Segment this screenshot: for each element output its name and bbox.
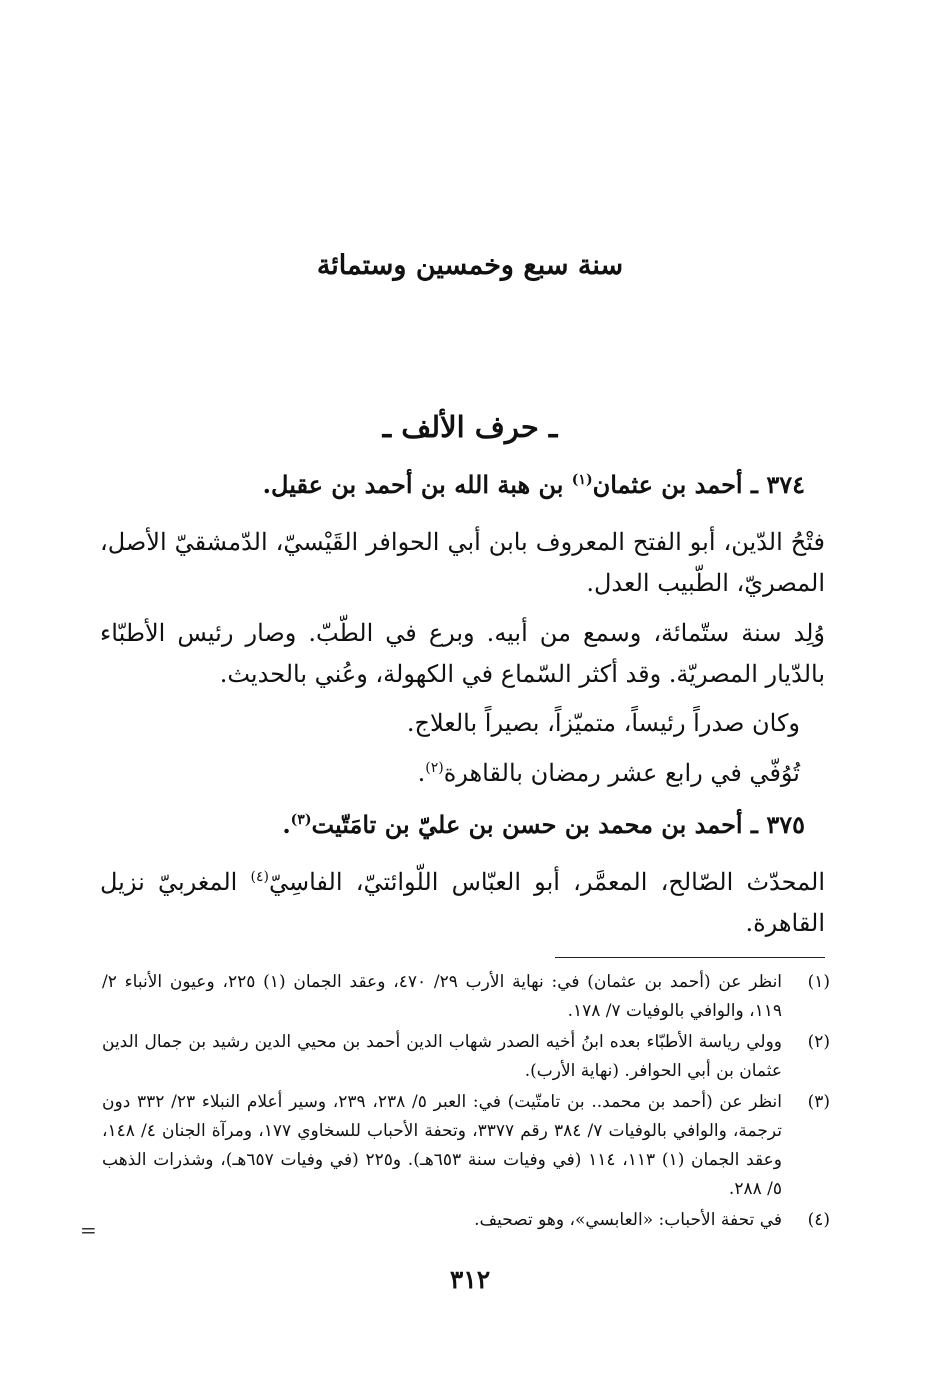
footnote-ref-1: (١) bbox=[571, 472, 593, 488]
page-number: ٣١٢ bbox=[449, 1265, 491, 1294]
footnote-number: (١) bbox=[807, 972, 830, 992]
entry-375-text-end: المغربيّ نزيل القاهرة. bbox=[100, 868, 825, 937]
section-heading: ـ حرف الألف ـ bbox=[382, 410, 558, 444]
entry-374-heading bbox=[100, 470, 805, 499]
footnotes bbox=[102, 968, 830, 1237]
entry-374-paragraph-3: وكان صدراً رئيساً، متميّزاً، بصيراً بالعلاج. bbox=[406, 709, 800, 737]
footnote-ref-3: (٣) bbox=[290, 812, 312, 828]
footnote-4 bbox=[102, 1206, 830, 1235]
entry-374-paragraph-4 bbox=[100, 753, 800, 794]
footnote-divider bbox=[555, 957, 825, 958]
death-date-text: تُوُفّي في رابع عشر رمضان بالقاهرة bbox=[443, 759, 800, 787]
entry-375-text: المحدّث الصّالح، المعمَّر، أبو العبّاس اللّوائتيّ، الفاسِيّ bbox=[268, 868, 825, 896]
footnote-number: (٣) bbox=[807, 1092, 830, 1112]
footnote-text: وولي رياسة الأطبّاء بعده ابنُ أخيه الصدر شهاب الدين أحمد بن محيي الدين رشيد بن جمال الدين عثمان بن أبي الحوافر. (نهاية الأرب). bbox=[102, 1032, 782, 1081]
footnote-number: (٤) bbox=[807, 1210, 830, 1230]
footnote-ref-2: (٢) bbox=[425, 760, 444, 776]
entry-374-paragraph-1: فتْحُ الدّين، أبو الفتح المعروف بابن أبي الحوافر القَيْسيّ، الدّمشقيّ الأصل، المصريّ، الطّبيب العدل. bbox=[100, 528, 825, 597]
footnote-text: انظر عن (أحمد بن عثمان) في: نهاية الأرب ٢٩/ ٤٧٠، وعقد الجمان (١) ٢٢٥، وعيون الأنباء ٢/ ١١٩، والوافي بالوفيات ٧/ ١٧٨. bbox=[102, 972, 783, 1021]
footnote-1 bbox=[102, 968, 830, 1026]
footnote-number: (٢) bbox=[807, 1032, 830, 1052]
entry-375-heading bbox=[100, 810, 805, 839]
entry-375-heading-text: ٣٧٥ ـ أحمد بن محمد بن حسن بن عليّ بن تامَتّيت bbox=[311, 810, 805, 839]
footnote-text: في تحفة الأحباب: «العابسي»، وهو تصحيف. bbox=[474, 1210, 782, 1230]
entry-374-heading-text-end: بن هبة الله بن أحمد بن عقيل. bbox=[262, 470, 572, 499]
footnote-text: انظر عن (أحمد بن محمد.. بن تامتّيت) في: العبر ٥/ ٢٣٨، ٢٣٩، وسير أعلام النبلاء ٢٣/ ٣٣٢ دون ترجمة، والوافي بالوفيات ٧/ ٣٨٤ رقم ٣٣٧٧، وتحفة الأحباب للسخاوي ١٧٧، ومرآة الجنان ٤/ ١٤٨، وعقد الجمان (١) ١١٣، ١١٤ (في وفيات سنة ٦٥٣هـ). و٢٢٥ (في وفيات ٦٥٧هـ)، وشذرات الذهب ٥/ ٢٨٨. bbox=[102, 1092, 783, 1199]
entry-375-heading-text-end: . bbox=[282, 810, 291, 839]
death-date-end: . bbox=[417, 759, 426, 787]
margin-mark: = bbox=[80, 1218, 97, 1242]
entry-375-paragraph-1 bbox=[100, 862, 825, 944]
footnote-ref-4: (٤) bbox=[250, 869, 269, 885]
footnote-3 bbox=[102, 1088, 830, 1204]
entry-374-paragraph-2: وُلِد سنة ستّمائة، وسمع من أبيه. وبرع في الطّبّ. وصار رئيس الأطبّاء بالدّيار المصريّة. وقد أكثر السّماع في الكهولة، وعُني بالحديث. bbox=[100, 619, 825, 688]
footnote-2 bbox=[102, 1028, 830, 1086]
year-heading: سنة سبع وخمسين وستمائة bbox=[316, 250, 624, 281]
entry-374-heading-text: ٣٧٤ ـ أحمد بن عثمان bbox=[592, 470, 805, 499]
